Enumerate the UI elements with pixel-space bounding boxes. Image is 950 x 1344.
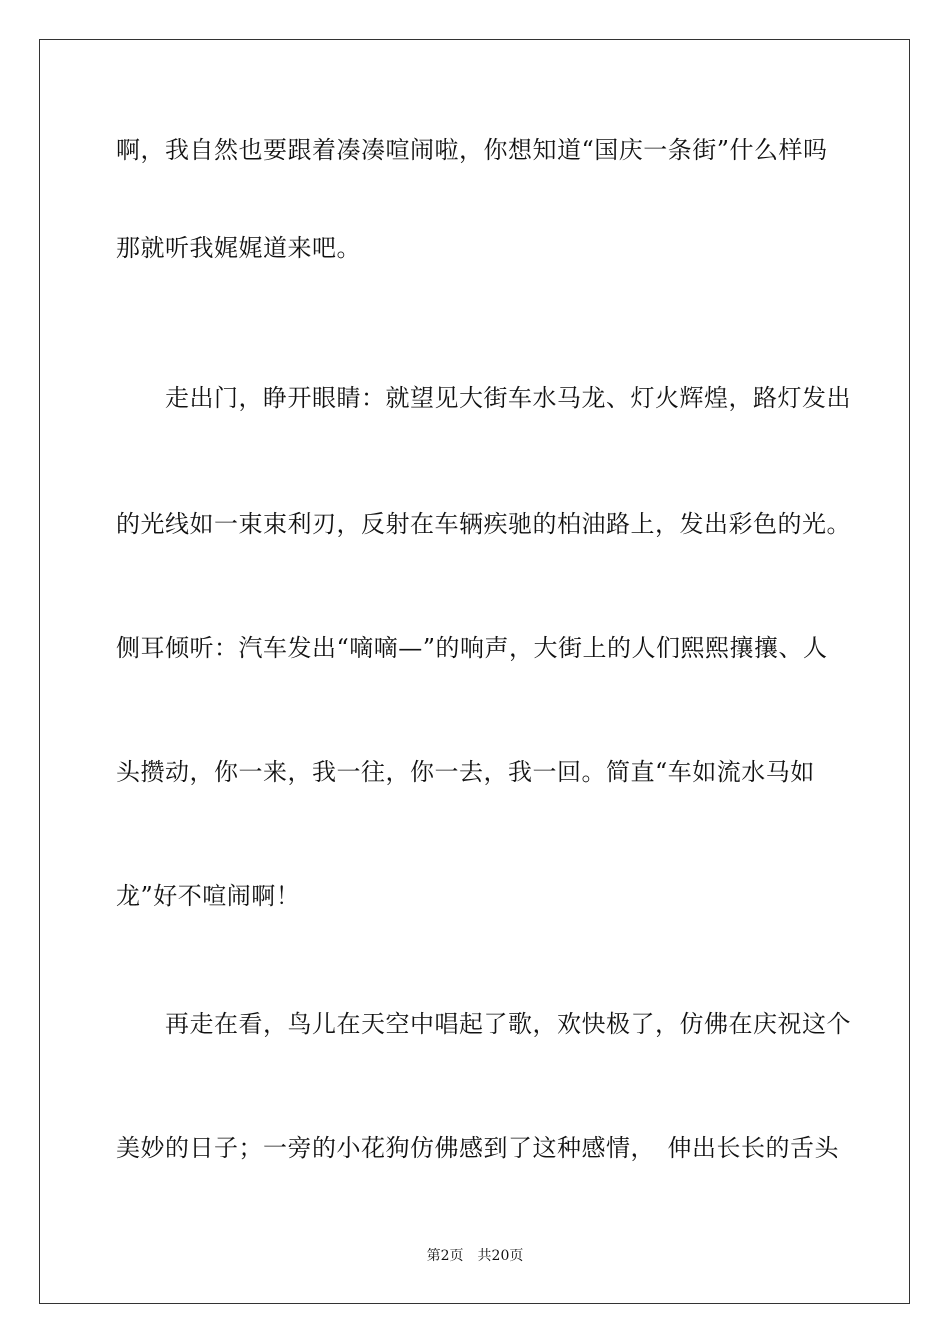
page-footer bbox=[0, 1247, 950, 1265]
text-line-1: 啊，我自然也要跟着凑凑喧闹啦，你想知道“国庆一条街”什么样吗 bbox=[116, 136, 828, 164]
text-line-5: 侧耳倾听：汽车发出“嘀嘀—”的响声，大街上的人们熙熙攘攘、人 bbox=[116, 634, 828, 662]
text-line-7: 龙”好不喧闹啊！ bbox=[116, 882, 301, 910]
text-line-6: 头攒动，你一来，我一往，你一去，我一回。简直“车如流水马如 bbox=[116, 758, 815, 786]
page-border bbox=[39, 39, 910, 1304]
text-line-3: 走出门，睁开眼睛：就望见大街车水马龙、灯火辉煌，路灯发出 bbox=[116, 384, 851, 412]
text-line-9: 美妙的日子；一旁的小花狗仿佛感到了这种感情， 伸出长长的舌头 bbox=[116, 1134, 839, 1162]
page-number-label: 第2页 共20页 bbox=[426, 1248, 524, 1264]
text-line-4: 的光线如一束束利刃，反射在车辆疾驰的柏油路上，发出彩色的光。 bbox=[116, 510, 851, 538]
text-line-2: 那就听我娓娓道来吧。 bbox=[116, 234, 361, 262]
text-line-8: 再走在看，鸟儿在天空中唱起了歌，欢快极了，仿佛在庆祝这个 bbox=[116, 1010, 851, 1038]
